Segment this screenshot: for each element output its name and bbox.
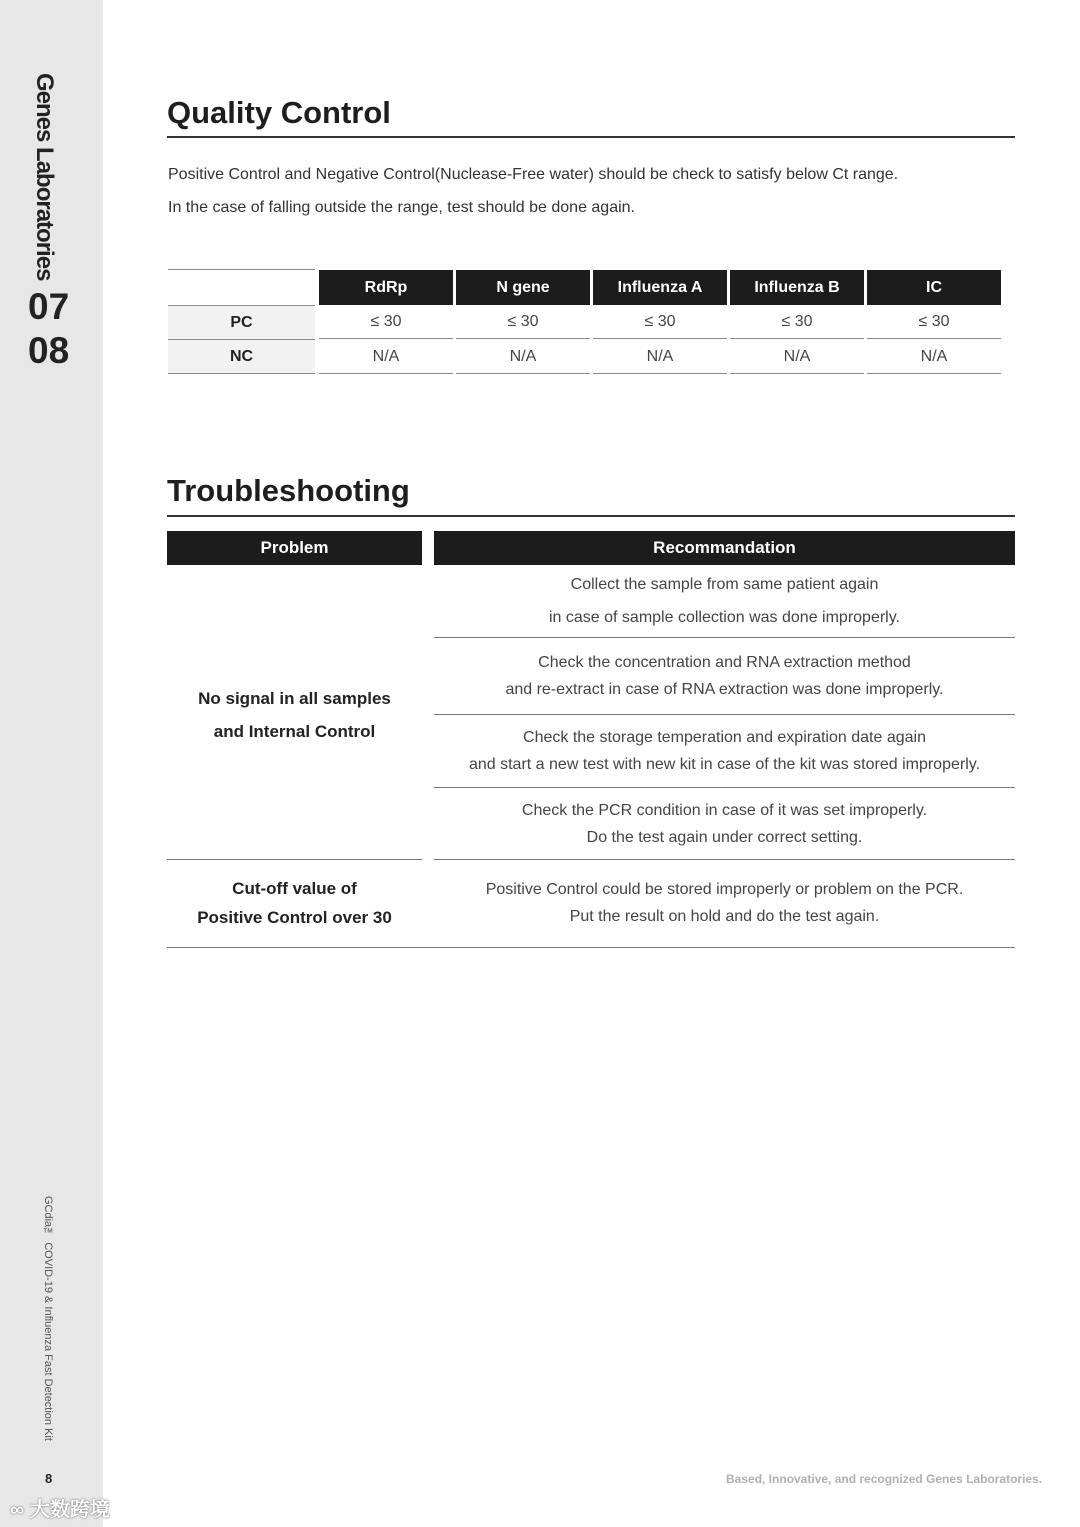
qc-description-line2: In the case of falling outside the range, test should be done again. bbox=[168, 199, 635, 216]
recommendation-line: in case of sample collection was done improperly. bbox=[549, 609, 900, 626]
recommendation-item bbox=[434, 649, 1015, 703]
problem-cutoff bbox=[167, 874, 422, 932]
recommendation-line: Collect the sample from same patient again bbox=[570, 576, 879, 593]
recommendation-header: Recommandation bbox=[434, 531, 1015, 565]
column-header: RdRp bbox=[319, 270, 453, 305]
row-label: NC bbox=[168, 340, 315, 374]
recommendation-line: Check the PCR condition in case of it was set improperly. bbox=[521, 802, 928, 819]
product-name: GCdia™ COVID-19 & Influenza Fast Detection Kit bbox=[42, 1196, 54, 1441]
sidebar bbox=[0, 0, 103, 1527]
page-range bbox=[28, 285, 69, 373]
column-header: N gene bbox=[456, 270, 590, 305]
problem-line: and Internal Control bbox=[213, 722, 376, 741]
table-cell: ≤ 30 bbox=[867, 305, 1001, 339]
page-num-top: 07 bbox=[28, 286, 70, 327]
recommendation-line: and re-extract in case of RNA extraction was done improperly. bbox=[505, 681, 944, 698]
brand-name: Genes Laboratories bbox=[31, 73, 58, 281]
recommendation-line: Do the test again under correct setting. bbox=[586, 829, 863, 846]
problem-no-signal bbox=[167, 682, 422, 748]
table-cell: N/A bbox=[319, 340, 453, 374]
problem-header: Problem bbox=[167, 531, 422, 565]
table-cell: ≤ 30 bbox=[456, 305, 590, 339]
troubleshooting-title: Troubleshooting bbox=[167, 473, 410, 508]
recommendation-line: Put the result on hold and do the test again. bbox=[569, 908, 880, 925]
table-cell: ≤ 30 bbox=[730, 305, 864, 339]
recommendation-item bbox=[434, 797, 1015, 851]
table-cell: N/A bbox=[730, 340, 864, 374]
column-header: Influenza B bbox=[730, 270, 864, 305]
table-bottom-rule bbox=[167, 947, 1015, 948]
recommendation-line: and start a new test with new kit in case of the kit was stored improperly. bbox=[468, 756, 981, 773]
recommendation-line: Check the concentration and RNA extraction method bbox=[538, 654, 911, 671]
quality-control-rule bbox=[167, 136, 1015, 138]
recommendation-line: Positive Control could be stored improperly or problem on the PCR. bbox=[485, 881, 964, 898]
qc-description-line1: Positive Control and Negative Control(Nuclease-Free water) should be check to satisfy below Ct range. bbox=[168, 166, 899, 183]
problem-divider bbox=[167, 859, 422, 860]
row-divider bbox=[434, 637, 1015, 638]
row-divider bbox=[434, 714, 1015, 715]
problem-line: No signal in all samples bbox=[198, 689, 391, 708]
table-cell: ≤ 30 bbox=[593, 305, 727, 339]
troubleshooting-rule bbox=[167, 515, 1015, 517]
table-cell: N/A bbox=[593, 340, 727, 374]
recommendation-item bbox=[434, 568, 1015, 634]
watermark-text: 大数跨境 bbox=[29, 1499, 110, 1521]
table-cell: N/A bbox=[867, 340, 1001, 374]
footer-tagline: Based, Innovative, and recognized Genes Laboratories. bbox=[726, 1472, 1043, 1486]
table-cell: ≤ 30 bbox=[319, 305, 453, 339]
row-divider bbox=[434, 859, 1015, 860]
recommendation-line: Check the storage temperation and expiration date again bbox=[523, 729, 926, 746]
recommendation-item bbox=[434, 724, 1015, 778]
row-divider bbox=[434, 787, 1015, 788]
page-num-bottom: 08 bbox=[28, 330, 70, 371]
problem-line: Cut-off value of bbox=[232, 879, 357, 898]
page-number: 8 bbox=[45, 1471, 53, 1486]
watermark bbox=[10, 1493, 110, 1522]
table-cell: N/A bbox=[456, 340, 590, 374]
column-header: IC bbox=[867, 270, 1001, 305]
quality-control-title: Quality Control bbox=[167, 95, 391, 130]
column-header: Influenza A bbox=[593, 270, 727, 305]
problem-line: Positive Control over 30 bbox=[197, 908, 392, 927]
row-label: PC bbox=[168, 305, 315, 340]
watermark-icon: ∞ bbox=[10, 1499, 25, 1521]
recommendation-item bbox=[434, 876, 1015, 930]
table-corner-line bbox=[168, 269, 315, 270]
